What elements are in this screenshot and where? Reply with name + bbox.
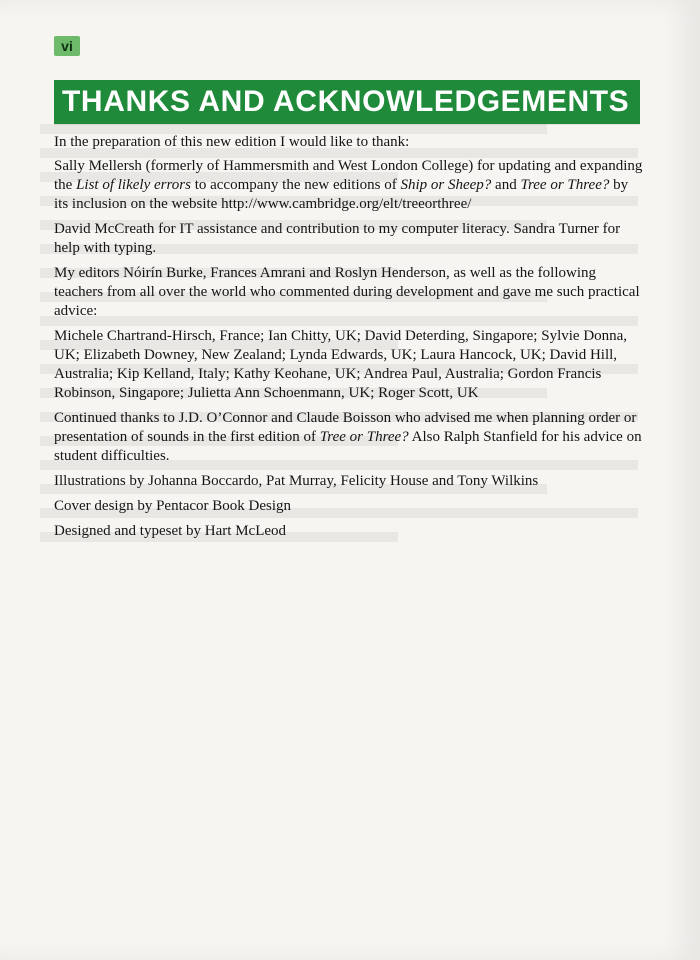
text-span: and	[491, 177, 521, 193]
page-title: THANKS AND ACKNOWLEDGEMENTS	[62, 85, 630, 118]
italic-span: Tree or Three?	[520, 177, 610, 193]
paragraph-cover-design: Cover design by Pentacor Book Design	[54, 498, 292, 514]
text-span: to accompany the new editions of	[190, 177, 401, 193]
paragraph-sally-mellersh	[54, 157, 644, 214]
paragraph-continued-thanks	[54, 409, 644, 466]
text-span: Sally Mellersh (formerly of Hammersmith and West London College) for updating and expanding the	[54, 158, 643, 193]
paragraph-it-assistance: David McCreath for IT assistance and contribution to my computer literacy. Sandra Turner for help with typing.	[54, 221, 621, 256]
text-span: Continued thanks to J.D. O’Connor and Claude Boisson who advised me when planning order or presentation of sounds in the first edition of	[54, 410, 637, 445]
paragraph-typeset: Designed and typeset by Hart McLeod	[54, 523, 287, 539]
paragraph-teachers-list: Michele Chartrand-Hirsch, France; Ian Chitty, UK; David Deterding, Singapore; Sylvie Donna, UK; Elizabeth Downey, New Zealand; Lynda Edwards, UK; Laura Hancock, UK; David Hill, Australia; Kip Kelland, Italy; Kathy Keohane, UK; Andrea Paul, Australia; Gordon Francis Robinson, Singapore; Julietta Ann Schoenmann, UK; Roger Scott, UK	[54, 328, 628, 401]
italic-span: List of likely errors	[76, 177, 191, 193]
page-number: vi	[54, 36, 80, 56]
text-span: Also Ralph Stanfield for his advice on student difficulties.	[54, 429, 642, 464]
title-banner	[54, 80, 640, 124]
italic-span: Ship or Sheep?	[400, 177, 492, 193]
text-span: by its inclusion on the website http://www.cambridge.org/elt/treeorthree/	[54, 177, 629, 212]
paragraph-illustrations: Illustrations by Johanna Boccardo, Pat Murray, Felicity House and Tony Wilkins	[54, 473, 539, 489]
acknowledgements-content	[54, 133, 644, 547]
intro-paragraph: In the preparation of this new edition I would like to thank:	[54, 134, 410, 150]
italic-span: Tree or Three?	[319, 429, 409, 445]
paragraph-editors: My editors Nóirín Burke, Frances Amrani and Roslyn Henderson, as well as the following teachers from all over the world who commented during development and gave me such practical advice:	[54, 265, 640, 319]
